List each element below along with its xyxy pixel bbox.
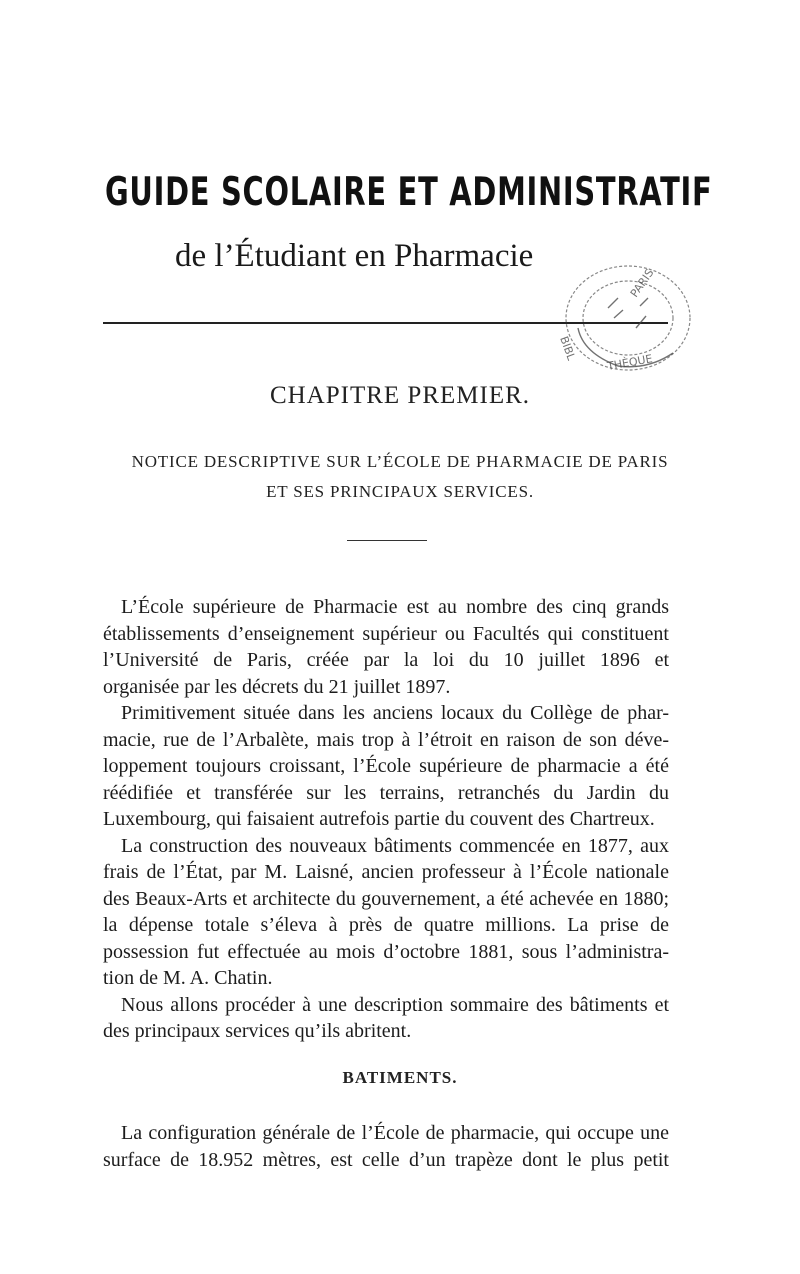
library-stamp [548,258,698,383]
text-line: réédifiée et transférée sur les terrains, retranchés du Jardin du [103,781,669,804]
notice-line-1: NOTICE DESCRIPTIVE SUR L’ÉCOLE DE PHARMACIE DE PARIS [131,452,669,471]
page-subtitle: de l’Étudiant en Pharmacie [175,238,534,274]
svg-text:THÈQUE: THÈQUE [606,352,654,373]
svg-text:BIBL: BIBL [557,334,578,363]
notice-line-2: ET SES PRINCIPAUX SERVICES. [266,482,534,501]
text-line: des Beaux-Arts et architecte du gouvernement, a été achevée en 1880; [103,887,669,910]
chapter-heading: CHAPITRE PREMIER. [269,382,531,409]
text-line: macie, rue de l’Arbalète, mais trop à l’étroit en raison de son déve- [103,728,669,751]
text-line: établissements d’enseignement supérieur ou Facultés qui constituent [103,622,669,645]
text-line: la dépense totale s’éleva à près de quatre millions. La prise de [103,914,669,936]
text-line: Nous allons procéder à une description sommaire des bâtiments et [121,993,669,1016]
text-line: La configuration générale de l’École de pharmacie, qui occupe une [121,1122,669,1144]
text-line: Luxembourg, qui faisaient autrefois partie du couvent des Chartreux. [103,808,655,830]
body-text [103,594,669,1045]
body-text-continued [103,1120,669,1174]
text-line: tion de M. A. Chatin. [103,967,273,989]
text-line: organisée par les décrets du 21 juillet 1897. [103,675,451,698]
section-divider [347,540,427,541]
text-line: frais de l’État, par M. Laisné, ancien professeur à l’École nationale [103,861,669,883]
text-line: Primitivement située dans les anciens locaux du Collège de phar- [121,702,669,724]
text-line: des principaux services qu’ils abritent. [103,1020,412,1042]
page-title: GUIDE SCOLAIRE ET ADMINISTRATIF [105,170,713,215]
text-line: loppement toujours croissant, l’École supérieure de pharmacie a été [103,755,669,777]
svg-text:PARIS: PARIS [627,266,657,300]
section-heading: BATIMENTS. [342,1068,458,1087]
text-line: La construction des nouveaux bâtiments commencée en 1877, aux [121,834,669,857]
text-line: L’École supérieure de Pharmacie est au nombre des cinq grands [121,596,669,618]
text-line: possession fut effectuée au mois d’octobre 1881, sous l’administra- [103,940,669,963]
text-line: surface de 18.952 mètres, est celle d’un trapèze dont le plus petit [103,1149,669,1171]
text-line: l’Université de Paris, créée par la loi du 10 juillet 1896 et [103,649,669,671]
